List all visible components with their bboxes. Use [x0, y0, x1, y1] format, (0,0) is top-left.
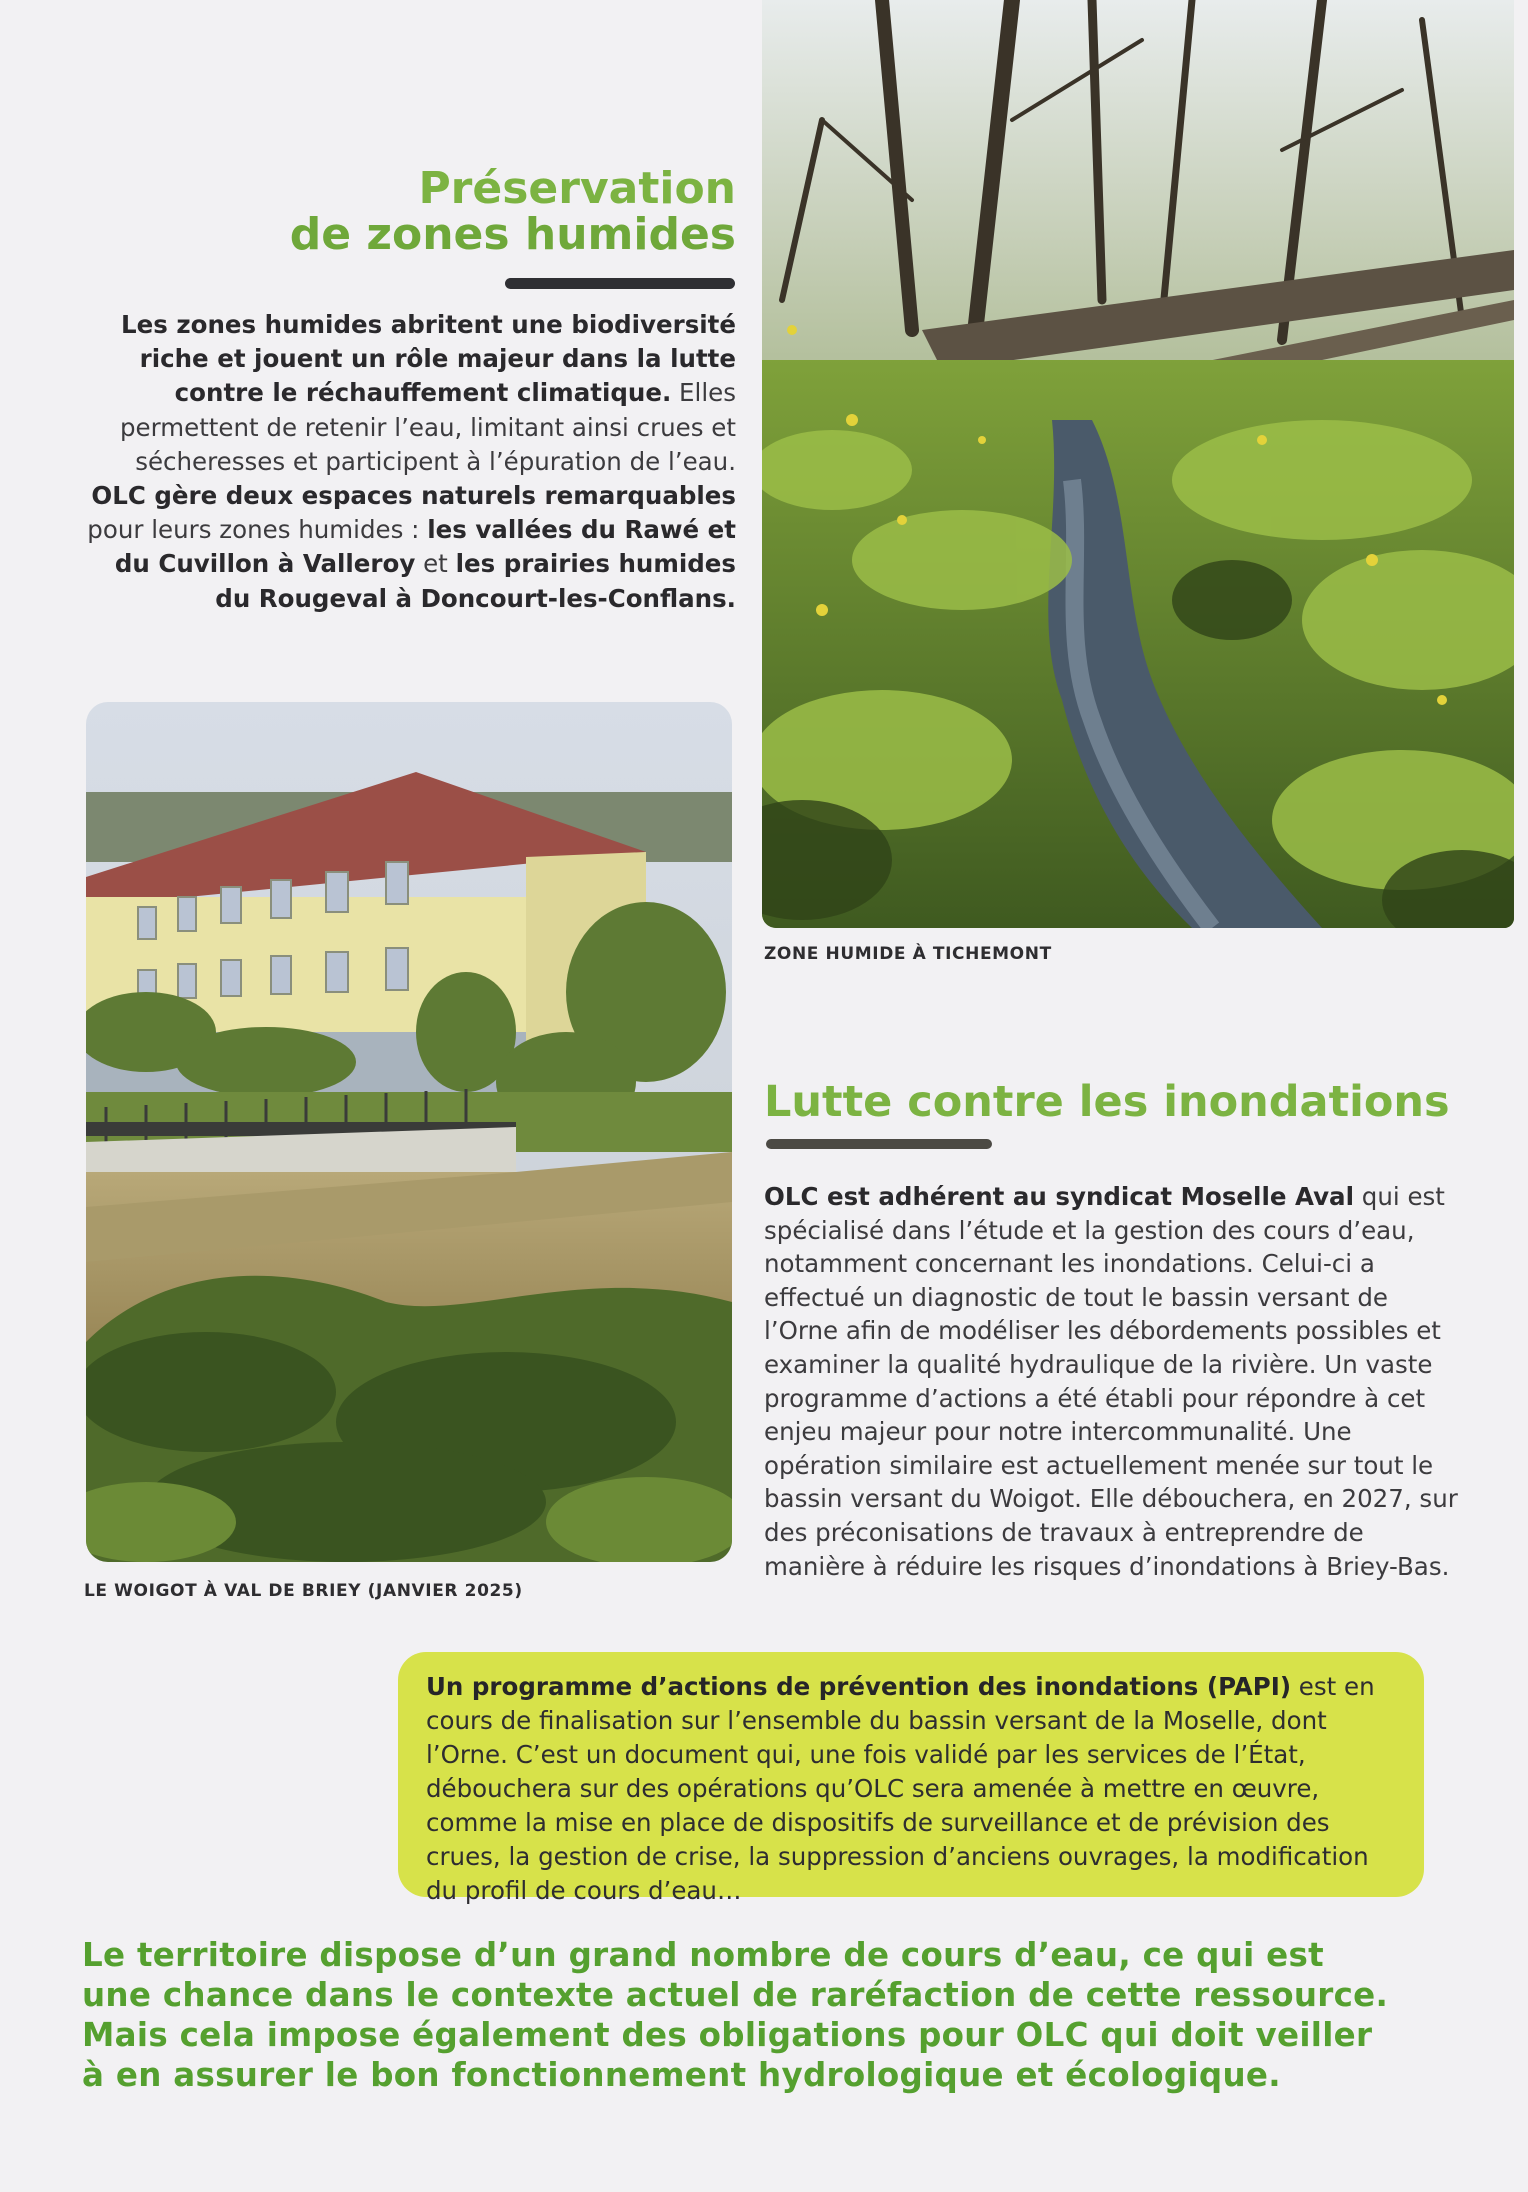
- conclusion-line: Mais cela impose également des obligations pour OLC qui doit veiller: [82, 2016, 1373, 2054]
- papi-text: est en cours de finalisation sur l’ensemble du bassin versant de la Moselle, dont l’Orne. C’est un document qui, une fois validé par les services de l’État, débouchera sur des opérations qu’OLC sera amenée à mettre en œuvre, comme la mise en place de dispositifs de surveillance et de prévision des crues, la gestion de crise, la suppression d’anciens ouvrages, la modification du profil de cours d’eau…: [426, 1672, 1375, 1905]
- title-line-2: de zones humides: [289, 209, 736, 260]
- title-underline: [505, 278, 735, 289]
- intro-text-1: Elles permettent de retenir l’eau, limitant ainsi crues et sécheresses et participent à l’épuration de l’eau.: [119, 378, 736, 476]
- river-photo: [86, 702, 732, 1562]
- intro-text-3: et: [415, 549, 456, 579]
- intro-bold-3: les vallées du Rawé et du Cuvillon à Valleroy: [114, 515, 736, 579]
- floods-text: qui est spécialisé dans l’étude et la gestion des cours d’eau, notamment concernant les inondations. Celui-ci a effectué un diagnostic de tout le bassin versant de l’Orne afin de modéliser les débordements possibles et examiner la qualité hydraulique de la rivière. Un vaste programme d’actions a été établi pour répondre à cet enjeu majeur pour notre intercommunalité. Une opération similaire est actuellement menée sur tout le bassin versant du Woigot. Elle débouchera, en 2027, sur des préconisations de travaux à entreprendre de manière à réduire les risques d’inondations à Briey-Bas.: [764, 1182, 1458, 1581]
- intro-bold-2: OLC gère deux espaces naturels remarquables: [91, 481, 736, 511]
- conclusion-line: à en assurer le bon fonctionnement hydrologique et écologique.: [82, 2056, 1281, 2094]
- title-line-1: Préservation: [418, 163, 736, 214]
- papi-highlight-box: [398, 1652, 1424, 1905]
- conclusion-line: Le territoire dispose d’un grand nombre de cours d’eau, ce qui est: [82, 1936, 1325, 1974]
- intro-text-2: pour leurs zones humides :: [87, 515, 428, 545]
- wetlands-intro-paragraph: [80, 308, 736, 616]
- title-underline: [766, 1139, 992, 1149]
- floods-bold-lead: OLC est adhérent au syndicat Moselle Aval: [764, 1182, 1354, 1211]
- conclusion-line: une chance dans le contexte actuel de raréfaction de cette ressource.: [82, 1976, 1389, 2014]
- section-title-floods: Lutte contre les inondations: [764, 1077, 1450, 1127]
- papi-bold-lead: Un programme d’actions de prévention des inondations (PAPI): [426, 1672, 1292, 1701]
- intro-bold-4: les prairies humides du Rougeval à Doncourt-les-Conflans.: [215, 549, 736, 613]
- wetland-photo-caption: ZONE HUMIDE À TICHEMONT: [764, 944, 1052, 964]
- river-photo-caption: LE WOIGOT À VAL DE BRIEY (JANVIER 2025): [84, 1581, 523, 1601]
- section-title-wetlands: [176, 163, 736, 260]
- wetland-photo: [762, 0, 1514, 928]
- floods-paragraph: [764, 1180, 1464, 1583]
- intro-bold-1: Les zones humides abritent une biodiversité riche et jouent un rôle majeur dans la lutte contre le réchauffement climatique.: [121, 310, 736, 408]
- conclusion-statement: [82, 1935, 1422, 2095]
